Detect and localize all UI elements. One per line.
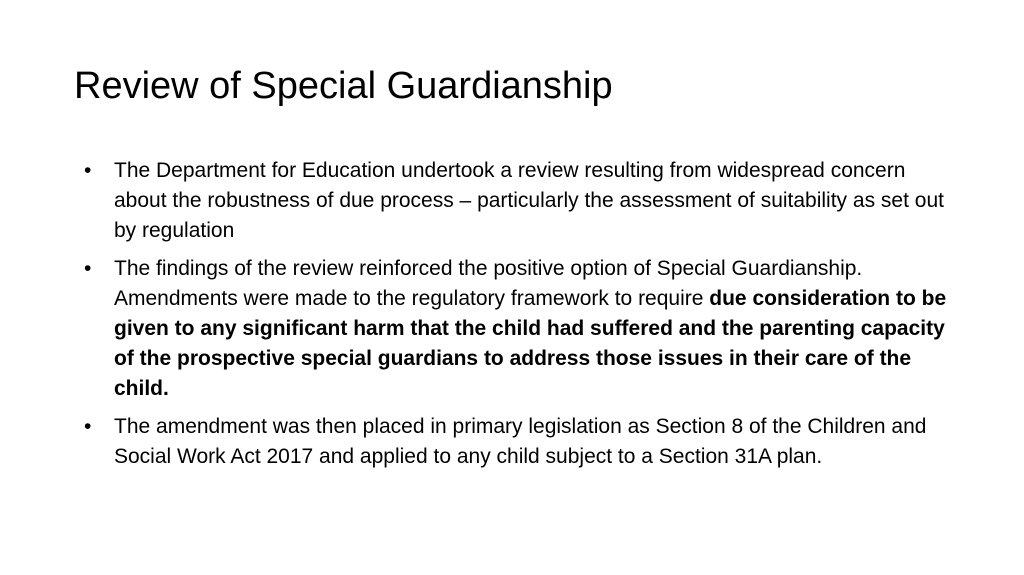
bullet-text: The findings of the review reinforced the positive option of Special Guardianship. Amendments were made to the regulatory framework to require	[114, 257, 863, 310]
bullet-icon: •	[84, 159, 92, 182]
bullet-icon: •	[84, 257, 92, 280]
bullet-text: The Department for Education undertook a review resulting from widespread concern about the robustness of due process – particularly the assessment of suitability as set out by regulation	[114, 159, 944, 242]
bullet-item-amendment	[84, 412, 954, 472]
bullet-item-review	[84, 156, 954, 246]
bullet-icon: •	[84, 415, 92, 438]
bullet-text: The amendment was then placed in primary legislation as Section 8 of the Children and Social Work Act 2017 and applied to any child subject to a Section 31A plan.	[114, 415, 927, 468]
bullet-item-findings	[84, 254, 954, 404]
slide-title: Review of Special Guardianship	[74, 65, 613, 107]
bullet-text-bold: due consideration to be given to any significant harm that the child had suffered and the parenting capacity of the prospective special guardians to address those issues in their care of the child.	[114, 287, 947, 400]
bullet-list	[84, 156, 954, 480]
